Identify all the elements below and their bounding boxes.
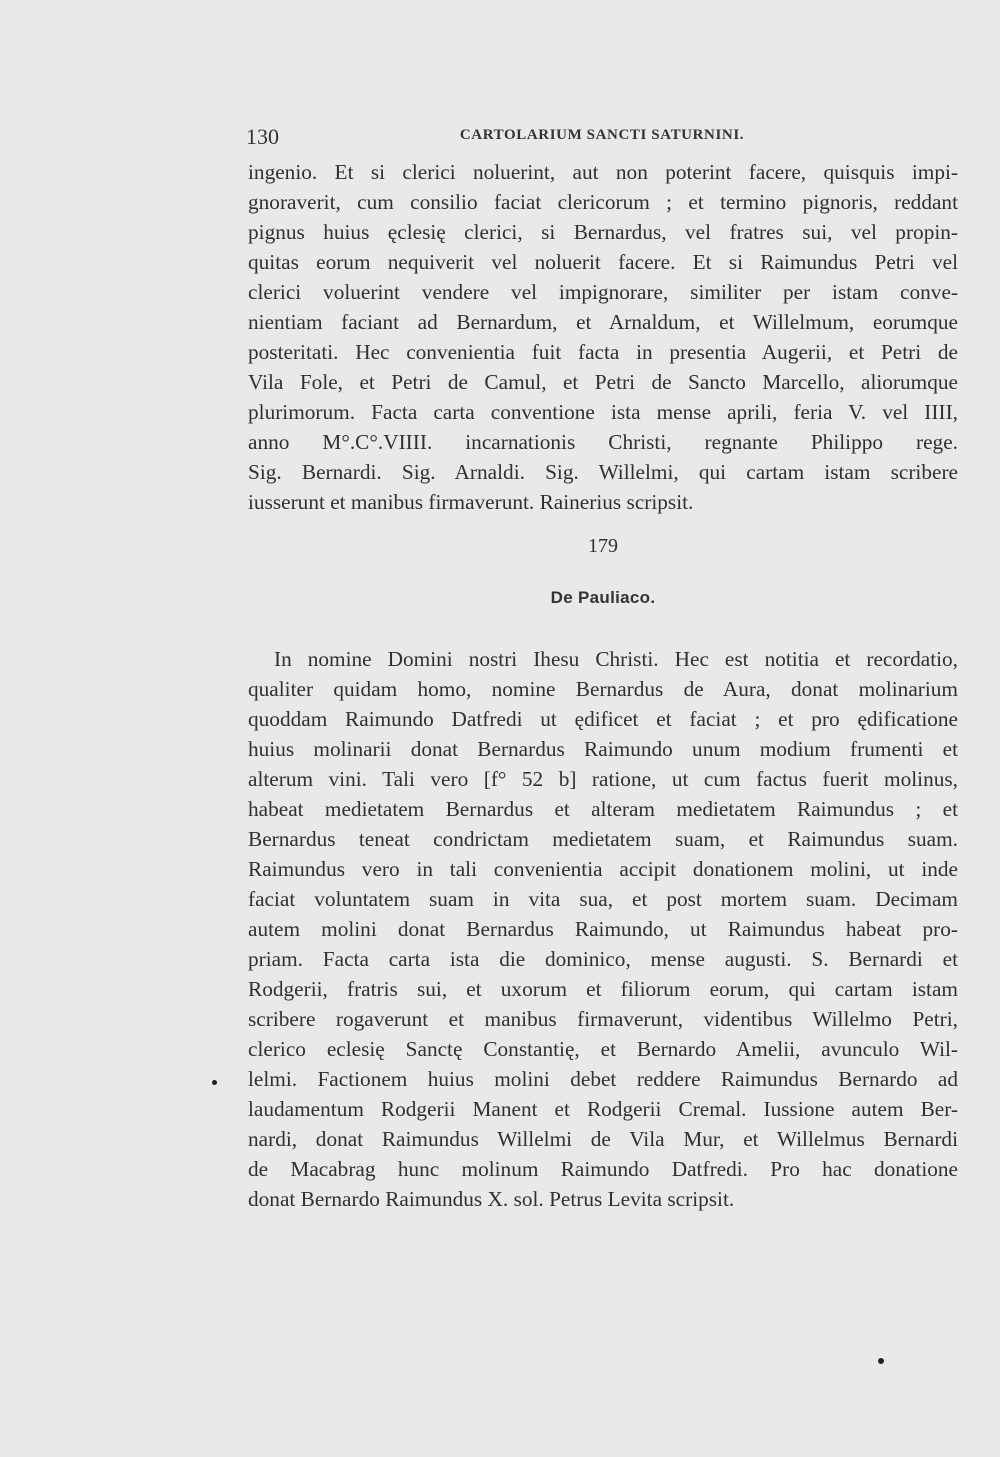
text-line: quoddam Raimundo Datfredi ut ędificet et faciat ; et pro ędificatione: [248, 707, 958, 731]
text-line: donat Bernardo Raimundus X. sol. Petrus Levita scripsit.: [248, 1187, 735, 1211]
text-line: pignus huius ęclesię clerici, si Bernardus, vel fratres sui, vel propin-: [248, 220, 958, 244]
text-line: Vila Fole, et Petri de Camul, et Petri de Sancto Marcello, aliorumque: [248, 370, 958, 394]
text-line: Sig. Bernardi. Sig. Arnaldi. Sig. Willelmi, qui cartam istam scribere: [248, 460, 958, 484]
text-line: autem molini donat Bernardus Raimundo, ut Raimundus habeat pro-: [248, 917, 958, 941]
page-header: [246, 124, 958, 150]
text-line: In nomine Domini nostri Ihesu Christi. Hec est notitia et recordatio,: [274, 647, 958, 671]
charter-number: 179: [588, 535, 618, 557]
text-line: qualiter quidam homo, nomine Bernardus de Aura, donat molinarium: [248, 677, 958, 701]
text-line: alterum vini. Tali vero [f° 52 b] ratione, ut cum factus fuerit molinus,: [248, 767, 958, 791]
text-line: nardi, donat Raimundus Willelmi de Vila Mur, et Willelmus Bernardi: [248, 1127, 958, 1151]
text-line: anno M°.C°.VIIII. incarnationis Christi, regnante Philippo rege.: [248, 430, 958, 454]
text-line: gnoraverit, cum consilio faciat clericorum ; et termino pignoris, reddant: [248, 190, 958, 214]
charter-title: De Pauliaco.: [550, 588, 656, 607]
text-line: priam. Facta carta ista die dominico, mense augusti. S. Bernardi et: [248, 947, 958, 971]
text-line: huius molinarii donat Bernardus Raimundo unum modium frumenti et: [248, 737, 958, 761]
page-number: 130: [246, 124, 279, 149]
text-line: clerici voluerint vendere vel impignorare, similiter per istam conve-: [248, 280, 958, 304]
text-line: Raimundus vero in tali convenientia accipit donationem molini, ut inde: [248, 857, 958, 881]
text-line: clerico eclesię Sanctę Constantię, et Bernardo Amelii, avunculo Wil-: [248, 1037, 958, 1061]
text-line: lelmi. Factionem huius molini debet reddere Raimundus Bernardo ad: [248, 1067, 958, 1091]
text-line: Bernardus teneat condrictam medietatem suam, et Raimundus suam.: [248, 827, 958, 851]
text-line: habeat medietatem Bernardus et alteram medietatem Raimundus ; et: [248, 797, 958, 821]
ink-speck: [878, 1358, 884, 1364]
ink-speck: [212, 1080, 217, 1085]
text-line: plurimorum. Facta carta conventione ista mense aprili, feria V. vel IIII,: [248, 400, 958, 424]
text-line: quitas eorum nequiverit vel noluerit facere. Et si Raimundus Petri vel: [248, 250, 958, 274]
running-title: CARTOLARIUM SANCTI SATURNINI.: [459, 127, 745, 143]
text-line: posteritati. Hec convenientia fuit facta in presentia Augerii, et Petri de: [248, 340, 958, 364]
text-line: Rodgerii, fratris sui, et uxorum et filiorum eorum, qui cartam istam: [248, 977, 958, 1001]
text-line: nientiam faciant ad Bernardum, et Arnaldum, et Willelmum, eorumque: [248, 310, 958, 334]
text-line: de Macabrag hunc molinum Raimundo Datfredi. Pro hac donatione: [248, 1157, 958, 1181]
charter-178-continuation: [248, 157, 958, 517]
text-line: laudamentum Rodgerii Manent et Rodgerii Cremal. Iussione autem Ber-: [248, 1097, 958, 1121]
text-line: scribere rogaverunt et manibus firmaverunt, videntibus Willelmo Petri,: [248, 1007, 958, 1031]
text-line: faciat voluntatem suam in vita sua, et post mortem suam. Decimam: [248, 887, 958, 911]
text-line: iusserunt et manibus firmaverunt. Rainerius scripsit.: [248, 490, 694, 514]
charter-179-body: [248, 644, 958, 1214]
text-line: ingenio. Et si clerici noluerint, aut non poterint facere, quisquis impi-: [248, 160, 958, 184]
